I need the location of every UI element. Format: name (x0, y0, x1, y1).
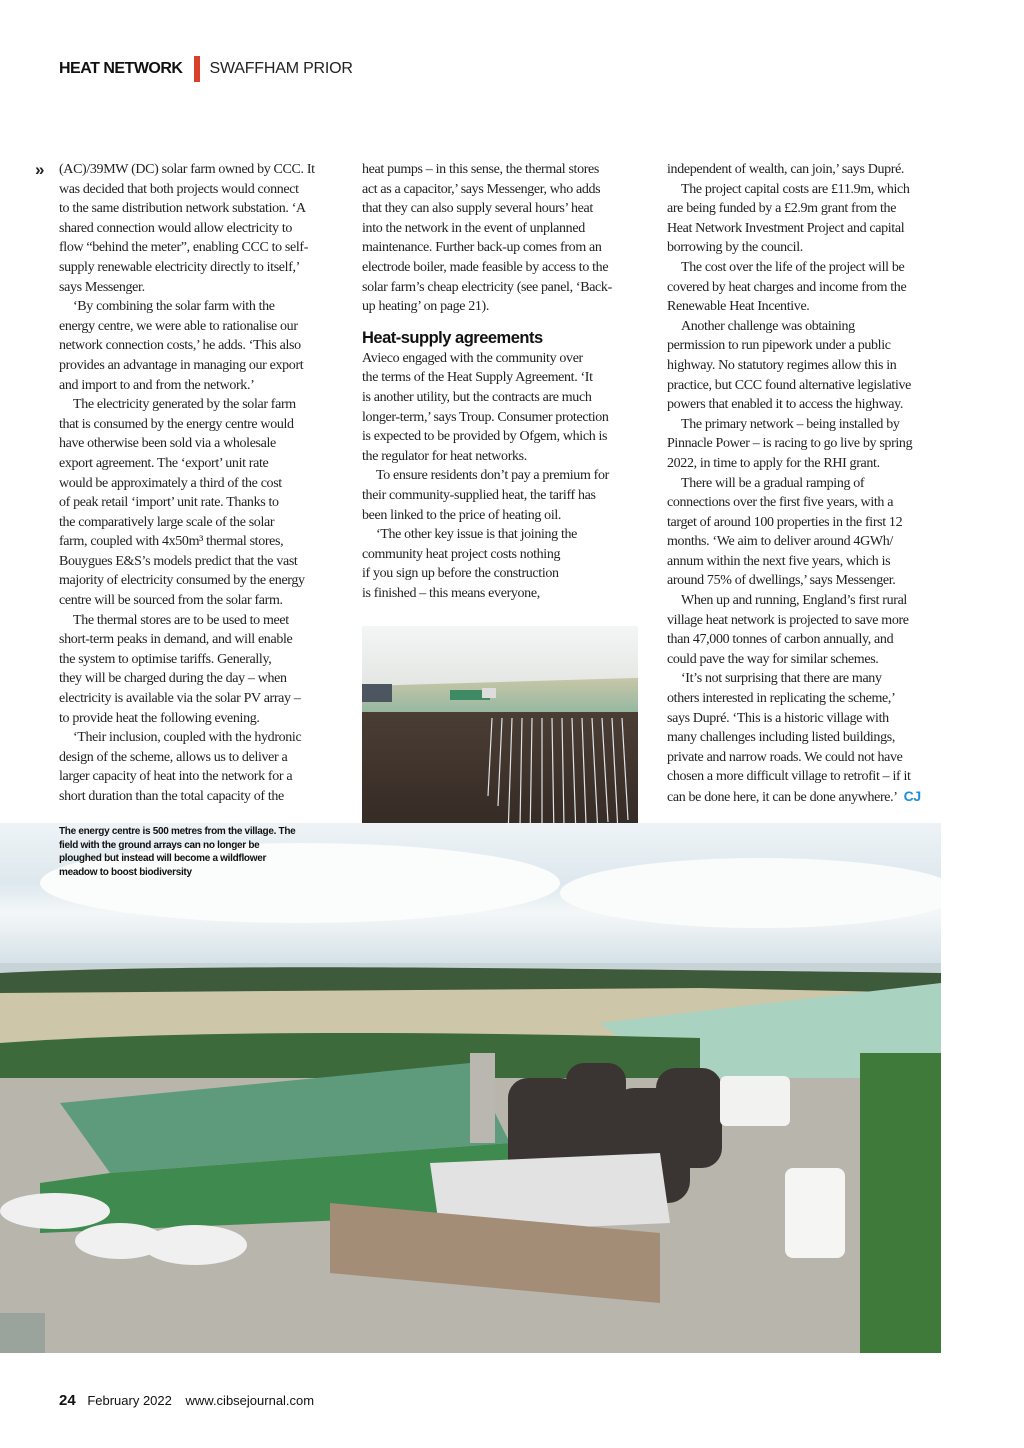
text-line-content: have otherwise been sold via a wholesale (59, 436, 276, 452)
paragraph (667, 160, 952, 180)
text-line-content: annum within the next five years, which is (667, 553, 891, 569)
text-line (667, 278, 952, 298)
text-line-content: majority of electricity consumed by the energy (59, 573, 305, 589)
paragraph (667, 180, 952, 258)
text-line-content: is another utility, but the contracts are much (362, 389, 592, 405)
paragraph (59, 611, 344, 729)
text-line-content: says Dupré. ‘This is a historic village with (667, 710, 889, 726)
text-line-content: energy centre, we were able to rationalise our (59, 318, 298, 334)
text-line-content: are being funded by a £2.9m grant from the (667, 201, 897, 217)
text-line (362, 427, 647, 447)
text-line (59, 336, 344, 356)
text-line (362, 297, 647, 317)
text-line-content: they will be charged during the day – when (59, 671, 287, 687)
text-line (667, 415, 952, 435)
text-line-content: the system to optimise tariffs. Generally, (59, 651, 272, 667)
text-line (362, 408, 647, 428)
text-line (362, 160, 647, 180)
text-line (59, 454, 344, 474)
text-line (667, 219, 952, 239)
text-line (667, 669, 952, 689)
text-line (667, 258, 952, 278)
text-line (362, 199, 647, 219)
text-line-content: The primary network – being installed by (681, 416, 900, 432)
paragraph (667, 474, 952, 592)
text-line-content: ‘Their inclusion, coupled with the hydronic (73, 730, 302, 746)
text-line-content: and import to and from the network.’ (59, 377, 255, 393)
text-line-content: the terms of the Heat Supply Agreement. ‘It (362, 370, 593, 386)
text-line (667, 356, 952, 376)
text-line (59, 591, 344, 611)
text-line-content: connections over the first five years, with a (667, 495, 894, 511)
text-line (667, 474, 952, 494)
text-line-content: The cost over the life of the project will be (681, 259, 905, 275)
article-column-3 (667, 160, 952, 807)
text-line-content: larger capacity of heat into the network for a (59, 769, 293, 785)
text-line-content: around 75% of dwellings,’ says Messenger. (667, 573, 896, 589)
text-line (59, 434, 344, 454)
text-line-content: many challenges including listed buildings, (667, 730, 895, 746)
text-line (362, 258, 647, 278)
text-line (362, 219, 647, 239)
paragraph (667, 669, 952, 806)
text-line (362, 584, 647, 604)
text-line-content: centre will be sourced from the solar farm. (59, 593, 283, 609)
text-line (59, 376, 344, 396)
text-line-content: that is consumed by the energy centre would (59, 416, 294, 432)
text-line-content: target of around 100 properties in the first 12 (667, 514, 903, 530)
text-line-content: that they can also supply several hours’ heat (362, 201, 593, 217)
text-line-content: electrode boiler, made feasible by access to the (362, 259, 609, 275)
text-line-content: to the same distribution network substation. ‘A (59, 201, 306, 217)
text-line-content: The electricity generated by the solar farm (73, 397, 296, 413)
text-line (59, 552, 344, 572)
paragraph (362, 525, 647, 603)
text-line-content: others interested in replicating the scheme,’ (667, 691, 896, 707)
text-line (667, 552, 952, 572)
text-line-content: village heat network is projected to save more (667, 612, 909, 628)
text-line-content: (AC)/39MW (DC) solar farm owned by CCC. It (59, 162, 315, 177)
text-line-content: months. ‘We aim to deliver around 4GWh/ (667, 534, 893, 550)
website-link[interactable]: www.cibsejournal.com (185, 1393, 315, 1408)
text-line-content: been linked to the price of heating oil. (362, 507, 562, 523)
text-line (362, 506, 647, 526)
text-line-content: was decided that both projects would connect (59, 181, 299, 197)
text-line-content: longer-term,’ says Troup. Consumer protection (362, 409, 609, 425)
text-line (59, 532, 344, 552)
text-line (667, 787, 952, 807)
text-line-content: their community-supplied heat, the tariff has (362, 487, 596, 503)
text-line (667, 317, 952, 337)
text-line-content: powers that enabled it to access the highway. (667, 397, 904, 413)
text-line-content: the comparatively large scale of the solar (59, 514, 275, 530)
text-line (667, 199, 952, 219)
text-line-content: covered by heat charges and income from the (667, 279, 907, 295)
text-line (362, 447, 647, 467)
paragraph (362, 349, 647, 467)
text-line-content: Pinnacle Power – is racing to go live by spring (667, 436, 913, 452)
text-line-content: would be approximately a third of the cost (59, 475, 282, 491)
paragraph (362, 160, 647, 317)
paragraph (667, 415, 952, 474)
text-line-content: flow “behind the meter”, enabling CCC to self- (59, 240, 309, 256)
text-line (667, 434, 952, 454)
text-line (667, 650, 952, 670)
image-caption: The energy centre is 500 metres from the village. The field with the ground arrays can no longer be ploughed but instead will become a wildflower meadow to boost biodiversity (59, 826, 296, 878)
text-line-content: solar farm’s cheap electricity (see panel, ‘Back- (362, 279, 612, 295)
section-heading: Heat-supply agreements (362, 328, 543, 347)
text-line (667, 493, 952, 513)
text-line-content: practice, but CCC found alternative legislative (667, 377, 912, 393)
text-line-content: export agreement. The ‘export’ unit rate (59, 455, 269, 471)
paragraph (59, 160, 344, 297)
text-line-content: Avieco engaged with the community over (362, 350, 583, 366)
text-line (59, 630, 344, 650)
text-line (667, 709, 952, 729)
text-line-content: could pave the way for similar schemes. (667, 651, 879, 667)
text-line (667, 180, 952, 200)
page-number: 24 (59, 1392, 76, 1409)
text-line (667, 454, 952, 474)
text-line-content: if you sign up before the construction (362, 566, 559, 582)
text-line (667, 728, 952, 748)
text-line-content: The thermal stores are to be used to meet (73, 612, 289, 628)
end-mark-logo: CJ (903, 788, 921, 804)
text-line (59, 395, 344, 415)
paragraph (59, 395, 344, 611)
text-line (59, 689, 344, 709)
text-line (667, 532, 952, 552)
text-line (667, 160, 952, 180)
text-line (59, 199, 344, 219)
text-line-content: design of the scheme, allows us to deliver a (59, 749, 288, 765)
text-line (667, 297, 952, 317)
text-line-content: chosen a more difficult village to retrofit – if it (667, 769, 911, 785)
text-line (667, 767, 952, 787)
text-line (59, 611, 344, 631)
article-column-1 (59, 160, 344, 807)
text-line (362, 388, 647, 408)
text-line (59, 180, 344, 200)
text-line-content: can be done here, it can be done anywhere.’ (667, 790, 898, 805)
text-line-content: heat pumps – in this sense, the thermal stores (362, 162, 600, 177)
text-line-content: up heating’ on page 21). (362, 299, 490, 315)
text-line (667, 748, 952, 768)
text-line (59, 650, 344, 670)
text-line-content: is expected to be provided by Ofgem, which is (362, 429, 608, 445)
text-line (59, 513, 344, 533)
text-line (59, 493, 344, 513)
running-header (59, 56, 353, 82)
text-line (667, 376, 952, 396)
text-line (59, 238, 344, 258)
text-line-content: maintenance. Further back-up comes from an (362, 240, 602, 256)
subsection-label: SWAFFHAM PRIOR (209, 60, 353, 77)
text-line (362, 180, 647, 200)
paragraph (667, 317, 952, 415)
text-line-content: farm, coupled with 4x50m³ thermal stores, (59, 534, 284, 550)
text-line (362, 486, 647, 506)
text-line (667, 336, 952, 356)
text-line (59, 474, 344, 494)
text-line (667, 630, 952, 650)
text-line (362, 545, 647, 565)
text-line-content: shared connection would allow electricity to (59, 220, 293, 236)
text-line (667, 591, 952, 611)
text-line-content: The project capital costs are £11.9m, which (681, 181, 910, 197)
text-line (362, 564, 647, 584)
text-line-content: When up and running, England’s first rural (681, 593, 907, 609)
text-line (59, 278, 344, 298)
text-line (667, 513, 952, 533)
text-line-content: says Messenger. (59, 279, 145, 295)
text-line-content: into the network in the event of unplanned (362, 220, 585, 236)
text-line-content: Bouygues E&S’s models predict that the vast (59, 553, 298, 569)
text-line (362, 368, 647, 388)
text-line (59, 356, 344, 376)
text-line-content: private and narrow roads. We could not have (667, 749, 903, 765)
text-line (362, 349, 647, 369)
text-line (59, 669, 344, 689)
text-line (667, 238, 952, 258)
section-label: HEAT NETWORK (59, 60, 183, 77)
text-line-content: network connection costs,’ he adds. ‘This also (59, 338, 301, 354)
text-line-content: ‘The other key issue is that joining the (376, 527, 578, 543)
text-line-content: ‘It’s not surprising that there are many (681, 671, 882, 687)
text-line (59, 571, 344, 591)
text-line (362, 525, 647, 545)
text-line (667, 611, 952, 631)
text-line-content: 2022, in time to apply for the RHI grant. (667, 455, 880, 471)
text-line (59, 709, 344, 729)
text-line-content: short duration than the total capacity of the (59, 789, 284, 804)
text-line-content: act as a capacitor,’ says Messenger, who adds (362, 181, 601, 197)
text-line-content: highway. No statutory regimes allow this in (667, 357, 897, 373)
text-line (362, 238, 647, 258)
text-line (667, 571, 952, 591)
double-chevron-right-icon: » (35, 160, 45, 179)
text-line (667, 689, 952, 709)
text-line-content: of peak retail ‘import’ unit rate. Thanks to (59, 495, 279, 511)
text-line (59, 160, 344, 180)
paragraph (59, 297, 344, 395)
issue-date: February 2022 (87, 1393, 172, 1408)
text-line (59, 748, 344, 768)
text-line (59, 258, 344, 278)
article-column-2 (362, 160, 647, 603)
paragraph (667, 258, 952, 317)
text-line-content: community heat project costs nothing (362, 546, 561, 562)
text-line (59, 317, 344, 337)
text-line-content: than 47,000 tonnes of carbon annually, and (667, 632, 894, 648)
paragraph (667, 591, 952, 669)
text-line-content: To ensure residents don’t pay a premium for (376, 468, 609, 484)
text-line-content: borrowing by the council. (667, 240, 803, 256)
text-line (59, 219, 344, 239)
text-line-content: Heat Network Investment Project and capital (667, 220, 905, 236)
text-line (59, 297, 344, 317)
text-line (667, 395, 952, 415)
text-line (59, 787, 344, 807)
text-line-content: short-term peaks in demand, and will enable (59, 632, 293, 648)
text-line-content: There will be a gradual ramping of (681, 475, 865, 491)
text-line-content: the regulator for heat networks. (362, 448, 527, 464)
text-line-content: Another challenge was obtaining (681, 318, 855, 334)
text-line (59, 415, 344, 435)
text-line (59, 728, 344, 748)
text-line (59, 767, 344, 787)
text-line-content: provides an advantage in managing our export (59, 357, 304, 373)
text-line-content: to provide heat the following evening. (59, 710, 260, 726)
page-footer (59, 1392, 314, 1409)
text-line-content: electricity is available via the solar PV array – (59, 691, 301, 707)
text-line (362, 466, 647, 486)
text-line-content: is finished – this means everyone, (362, 585, 540, 601)
text-line-content: Renewable Heat Incentive. (667, 299, 810, 315)
text-line-content: ‘By combining the solar farm with the (73, 299, 275, 315)
text-line (362, 278, 647, 298)
text-line-content: supply renewable electricity directly to itself,’ (59, 259, 300, 275)
header-divider (194, 56, 200, 82)
paragraph (362, 466, 647, 525)
energy-centre-render-image (0, 823, 941, 1353)
text-line-content: independent of wealth, can join,’ says Dupré. (667, 162, 905, 177)
text-line-content: permission to run pipework under a public (667, 338, 891, 354)
paragraph (59, 728, 344, 806)
